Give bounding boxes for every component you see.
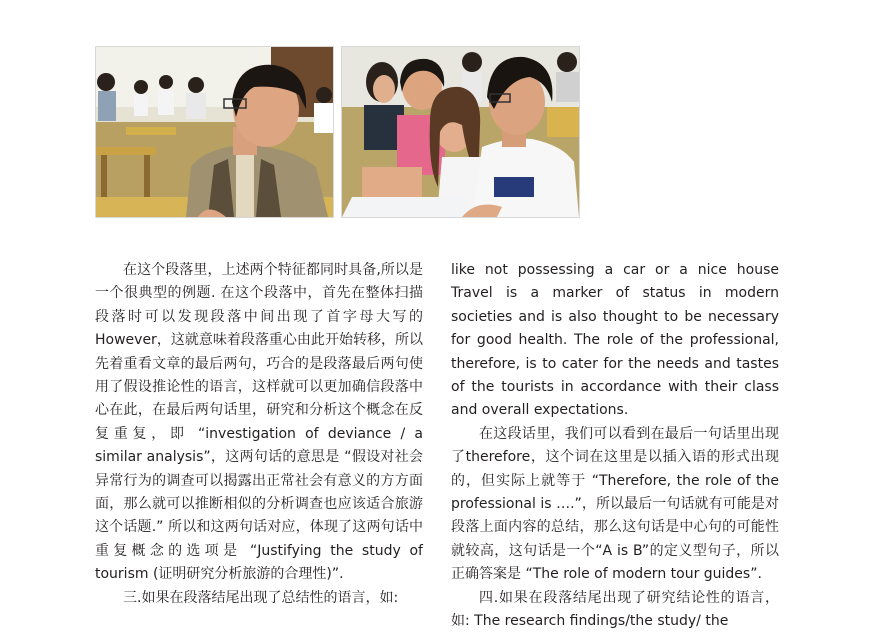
classroom-students-photo <box>341 46 580 218</box>
left-text-column <box>95 259 423 610</box>
right-text-column <box>451 259 779 634</box>
paragraph: like not possessing a car or a nice house Travel is a marker of status in modern societies and is also thought to be necessary for good health. The role of the professional, therefore, is to cater for the needs and tastes of the tourists in accordance with their class and overall expectations. <box>451 262 779 419</box>
classroom-student-photo <box>95 46 334 218</box>
paragraph: 四.如果在段落结尾出现了研究结论性的语言，如: The research findings/the study/ the <box>451 589 779 630</box>
paragraph: 三.如果在段落结尾出现了总结性的语言，如: <box>123 589 399 606</box>
paragraph: 在这段话里，我们可以看到在最后一句话里出现了therefore，这个词在这里是以插入语的形式出现的，但实际上就等于 “Therefore, the role of the professional is ….”，所以最后一句话就有可能是对段落上面内容的总结，那么这句话是中心句的可能性就较高，这句话是一个“A is B”的定义型句子，所以正确答案是 “The role of modern tour guides”. <box>451 425 779 583</box>
paragraph: 在这个段落里，上述两个特征都同时具备,所以是一个很典型的例题. 在这个段落中，首先在整体扫描段落时可以发现段落中间出现了首字母大写的However，这就意味着段落重心由此开始转移，所以先着重看文章的最后两句，巧合的是段落最后两句使用了假设推论性的语言，这样就可以更加确信段落中心在此，在最后两句话里，研究和分析这个概念在反复重复，即 “investigation of deviance / a similar analysis”，这两句话的意思是 “假设对社会异常行为的调查可以揭露出正常社会有意义的方方面面，那么就可以推断相似的分析调查也应该适合旅游这个话题.” 所以和这两句话对应，体现了这两句话中重复概念的选项是 “Justifying the study of tourism (证明研究分析旅游的合理性)”. <box>95 262 423 583</box>
